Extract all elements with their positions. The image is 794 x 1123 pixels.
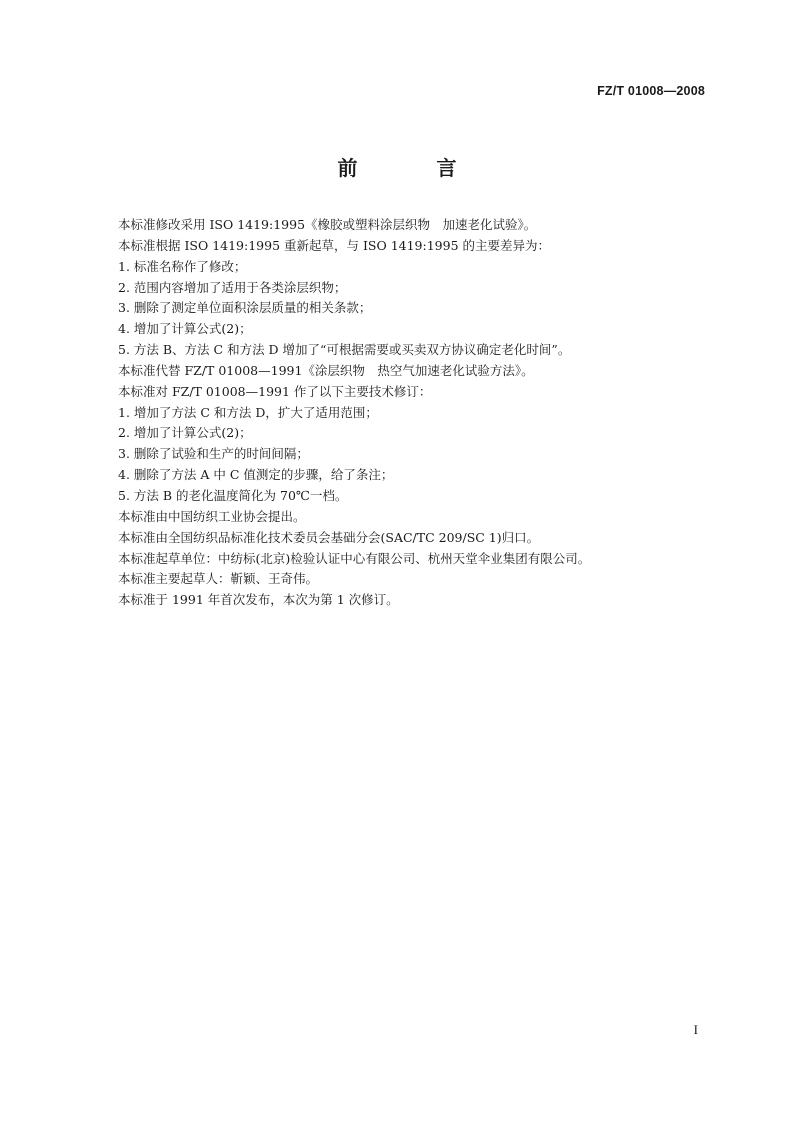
list-item: 1. 标准名称作了修改； bbox=[118, 258, 247, 274]
paragraph: 本标准根据 ISO 1419:1995 重新起草，与 ISO 1419:1995 的主要差异为： bbox=[118, 237, 551, 253]
list-item: 2. 增加了计算公式(2)； bbox=[118, 425, 252, 441]
standard-code: FZ/T 01008—2008 bbox=[597, 84, 705, 98]
page-title: 前 言 bbox=[337, 156, 493, 180]
list-item: 4. 删除了方法 A 中 C 值测定的步骤，给了条注； bbox=[118, 467, 394, 483]
list-item: 5. 方法 B、方法 C 和方法 D 增加了“可根据需要或买卖双方协议确定老化时间”。 bbox=[118, 342, 571, 358]
list-item: 3. 删除了测定单位面积涂层质量的相关条款； bbox=[118, 300, 372, 316]
paragraph: 本标准由中国纺织工业协会提出。 bbox=[118, 508, 306, 524]
list-item: 5. 方法 B 的老化温度简化为 70℃一档。 bbox=[118, 487, 348, 503]
paragraph: 本标准于 1991 年首次发布，本次为第 1 次修订。 bbox=[118, 592, 399, 608]
list-item: 3. 删除了试验和生产的时间间隔； bbox=[118, 446, 309, 462]
page-number: I bbox=[693, 1022, 698, 1037]
paragraph: 本标准主要起草人：靳颖、王奇伟。 bbox=[118, 571, 319, 587]
paragraph: 本标准对 FZ/T 01008—1991 作了以下主要技术修订： bbox=[118, 383, 432, 399]
list-item: 1. 增加了方法 C 和方法 D，扩大了适用范围； bbox=[118, 404, 378, 420]
paragraph: 本标准代替 FZ/T 01008—1991《涂层织物 热空气加速老化试验方法》。 bbox=[118, 362, 534, 378]
foreword-body bbox=[118, 215, 718, 611]
paragraph: 本标准修改采用 ISO 1419:1995《橡胶或塑料涂层织物 加速老化试验》。 bbox=[118, 217, 537, 232]
paragraph: 本标准起草单位：中纺标(北京)检验认证中心有限公司、杭州天堂伞业集团有限公司。 bbox=[118, 550, 591, 566]
paragraph: 本标准由全国纺织品标准化技术委员会基础分会(SAC/TC 209/SC 1)归口。 bbox=[118, 529, 540, 545]
list-item: 4. 增加了计算公式(2)； bbox=[118, 321, 252, 337]
list-item: 2. 范围内容增加了适用于各类涂层织物； bbox=[118, 279, 347, 295]
